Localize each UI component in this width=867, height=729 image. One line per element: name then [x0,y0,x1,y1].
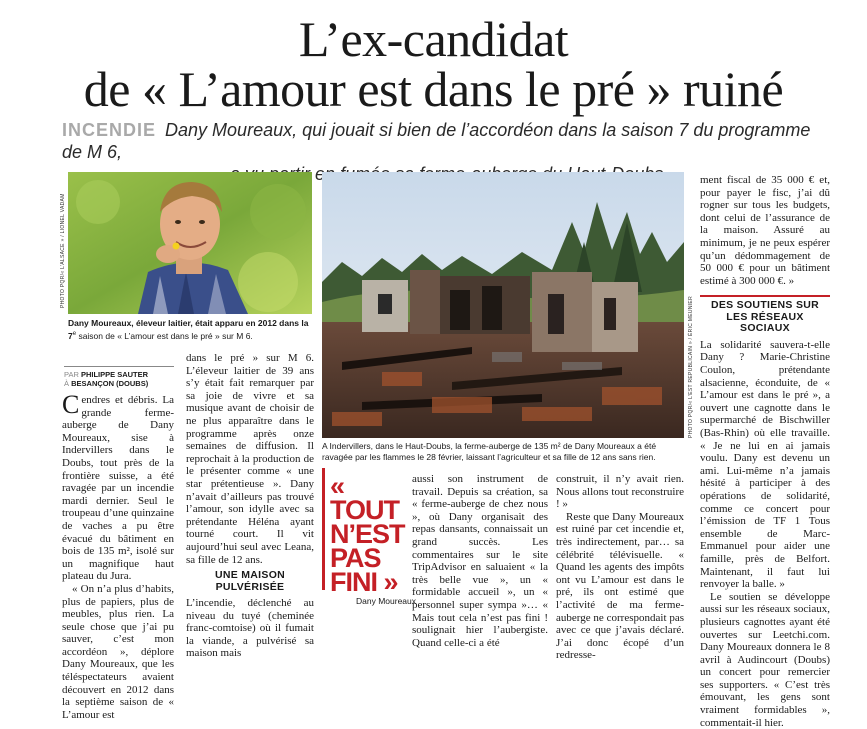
caption-left-rest: saison de « L’amour est dans le pré » sur M 6. [76,330,253,341]
article-column-3 [412,473,548,649]
drop-cap: C [62,390,80,419]
byline-place-prefix: À [64,379,70,388]
subhead-soutiens [700,295,830,335]
photo-credit-center: PHOTO PQR/« L’EST REPUBLICAIN » / ÉRIC MEUNIER [688,296,694,438]
article-column-4 [556,473,684,662]
headline-line-1: L’ex-candidat [298,11,569,67]
paragraph: ment fiscal de 35 000 € et, pour payer le fisc, j’ai dû rogner sur tous les budgets, dont celui de l’assurance de la maison. Assuré au minimum, je ne peux espérer qu’un dédommagement de 50 000 € pour un bâtiment estimé à 300 000 €. » [700,174,830,287]
subhead-soutiens-line-1: DES SOUTIENS SUR [710,299,820,312]
paragraph: « On n’a plus d’habits, plus de papiers, plus de meubles, plus rien. La seule chose que j’ai pu sauver, c’est mon accordéon », déplore Dany Moureaux, que les téléspectateurs avaient découvert en 2012 dans la septième saison de « L’amour est [62,582,174,721]
paragraph: L’incendie, déclenché au niveau du tuyé (cheminée franc-comtoise) où il fumait la viande, a pulvérisé sa maison mais [186,597,314,660]
col1-p1: endres et débris. La grande ferme-auberge de Dany Moureaux, sise à Indervillers dans le Doubs, tout près de la frontière suisse, a été ravagée par un incendie mardi dernier. Seul le troupeau d’une quinzaine de vaches a pu être évacué du bâtiment en bois de 135 m², isolé sur un magnifique haut plateau du Jura. [62,394,174,583]
byline-place: BESANÇON (DOUBS) [71,379,149,388]
article-column-2 [186,352,314,660]
quote-accent-bar [322,468,325,590]
caption-left-bold: Dany Moureaux, éleveur laitier, était apparu en 2012 dans la 7 [68,318,309,341]
paragraph: construit, il n’y avait rien. Nous allons tout reconstruire ! » [556,473,684,511]
quote-attribution: Dany Moureaux [356,596,417,606]
burned-farm-photo [322,172,684,438]
paragraph: Reste que Dany Moureaux est ruiné par cet incendie et, très indirectement, par… sa célébrité télévisuelle. « Quand les agents des impôts ont vu L’amour est dans le pré, ils ont estimé que l’activité de ma ferme-auberge ne correspondait pas avec ce que j’avais déclaré. J’ai donc écopé d’un redresse- [556,510,684,662]
subhead-maison-line-1: UNE MAISON [214,569,286,582]
article-column-1 [62,390,174,721]
subhead-soutiens-line-2: LES RÉSEAUX SOCIAUX [726,310,804,335]
photo-credit-left: PHOTO PQR/« L’ALSACE » / LIONEL VADAM [60,193,66,308]
pull-quote [330,471,405,597]
pull-quote-line-4: FINI » [330,567,398,597]
pull-quote-line-3: PAS [330,543,381,573]
paragraph: dans le pré » sur M 6. L’éleveur laitier de 39 ans s’y était fait remarquer par sa joie de vivre et sa musique avant de choisir de ne plus apparaître dans le programme après onze semaines de diffusion. Il reprochait à la production de le présenter comme « une star prétentieuse ». Dany n’avait d’ailleurs pas trouvé l’amour, son idylle avec sa prétendante Héléna ayant tourné court. Il vit aujourd’hui seul avec Leana, sa fille de 12 ans. [186,352,314,566]
byline-name: PHILIPPE SAUTER [80,370,149,379]
caption-left [68,318,318,342]
byline [64,366,174,388]
portrait-photo [68,172,312,314]
caption-left-sup: e [72,331,77,337]
headline-line-2: de « L’amour est dans le pré » ruiné [83,61,784,117]
caption-center: A Indervillers, dans le Haut-Doubs, la ferme-auberge de 135 m² de Dany Moureaux a été ravagée par les flammes le 28 février, laissant l’agriculteur et sa fille de 12 ans sans rien. [322,441,657,462]
paragraph [62,390,174,583]
paragraph: Le soutien se développe aussi sur les réseaux sociaux, plusieurs cagnottes ayant été ouvertes sur Leetchi.com. Dany Moureaux donnera le 8 avril à Audincourt (Doubs) un concert pour remercier ses supporters. « C’est très émouvant, les gens sont vraiment formidables », commentait-il hier. [700,590,830,729]
byline-prefix: PAR [64,370,79,379]
pull-quote-line-1: « TOUT [330,471,399,525]
subhead-maison [186,570,314,593]
paragraph: aussi son instrument de travail. Depuis sa création, sa « ferme-auberge de chez nous », où Dany organisait des repas dansants, connaissait un grand succès. Les commentaires sur le site TripAdvisor en saluaient « la très belle vue », un « formidable accueil », un « personnel super sympa »… « Mais tout cela n’est pas fini ! soulignait hier l’aubergiste. Quand celle-ci a été [412,473,548,649]
kicker-line-1: Dany Moureaux, qui jouait si bien de l’accordéon dans la saison 7 du programme de M 6, [62,120,811,162]
subhead-rule [700,295,830,297]
section-tag: INCENDIE [62,120,157,140]
paragraph: La solidarité sauvera-t-elle Dany ? Marie-Christine Coulon, prétendante alsacienne, éconduite, de « L’amour est dans le pré », a ouvert une cagnotte dans le supermarché de Bischwiller (Bas-Rhin) où elle travaille. « Je ne lui en ai jamais voulu. Dany est devenu un ami. Lui-même n’a jamais hésité à participer à des opérations de solidarité, comme ce concert pour l’émission de TF 1 Tous ensemble de Marc-Emmanuel pour aider une famille, près de Belfort. Maintenant, il faut lui renvoyer la balle. » [700,338,830,591]
article-column-5 [700,174,830,729]
pull-quote-line-2: N’EST [330,519,405,549]
subhead-maison-line-2: PULVÉRISÉE [215,580,285,593]
